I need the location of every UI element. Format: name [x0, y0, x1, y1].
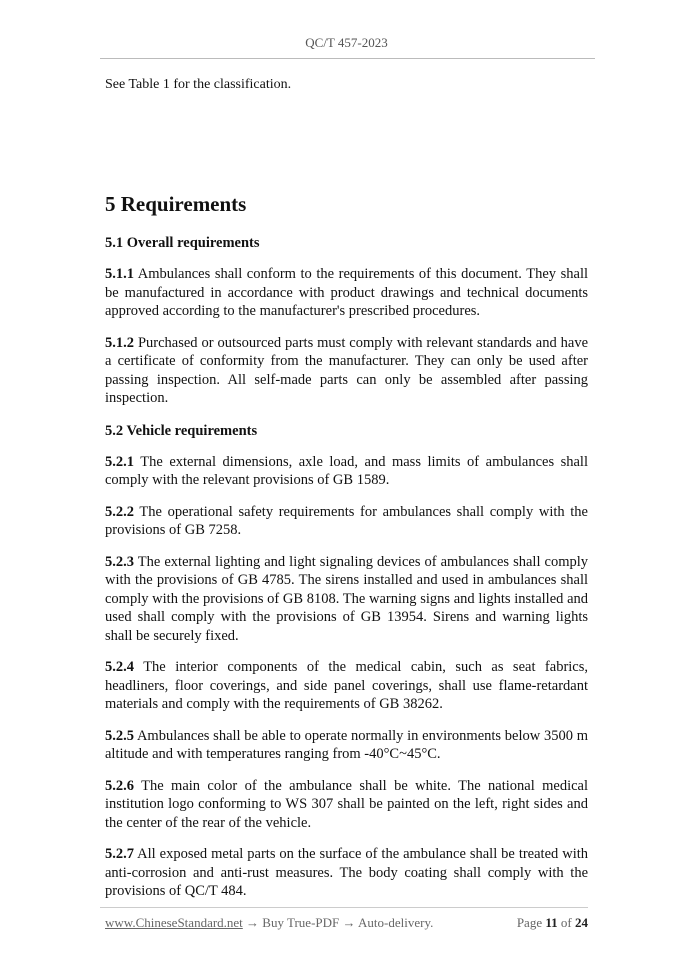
clause-text: The operational safety requirements for ambulances shall comply with the provisions of GB 7258.	[105, 503, 588, 538]
intro-text: See Table 1 for the classification.	[105, 77, 292, 92]
clause-text: The external lighting and light signaling devices of ambulances shall comply with the provisions of GB 4785. The sirens installed and used in ambulances shall comply with the provisions of GB 8108. The warning signs and lights installed and used shall comply with the provisions of GB 13954. Sirens and warning lights shall be securely fixed.	[105, 553, 588, 644]
buy-link[interactable]: Buy True-PDF	[262, 915, 340, 930]
page-number	[517, 915, 588, 931]
footer-divider	[100, 907, 588, 908]
clause-paragraph	[105, 777, 588, 833]
site-link[interactable]: www.ChineseStandard.net	[105, 915, 243, 930]
clause-text: Purchased or outsourced parts must comply with relevant standards and have a certificate of conformity from the manufacturer. They can only be used after passing inspection. All self-made parts can only be assembled after passing inspection.	[105, 334, 588, 406]
footer-promo	[105, 915, 433, 931]
clause-paragraph	[105, 658, 588, 714]
header-divider	[100, 58, 595, 59]
page-header: QC/T 457-2023	[305, 35, 388, 50]
clause-number: 5.1.1	[105, 266, 134, 282]
clause-number: 5.2.3	[105, 553, 134, 570]
subsection-heading: 5.1 Overall requirements	[105, 235, 260, 251]
clause-text: The external dimensions, axle load, and mass limits of ambulances shall comply with the relevant provisions of GB 1589.	[105, 453, 588, 488]
section-title: 5 Requirements	[105, 192, 247, 216]
delivery-text: Auto-delivery.	[358, 915, 434, 930]
clause-number: 5.2.7	[105, 846, 134, 862]
clause-number: 5.2.2	[105, 503, 134, 520]
clause-text: The main color of the ambulance shall be white. The national medical institution logo conforming to WS 307 shall be painted on the left, right sides and the center of the rear of the vehicle.	[105, 777, 588, 831]
clause-text: Ambulances shall conform to the requirements of this document. They shall be manufactured in accordance with product drawings and technical documents approved according to the manufacturer's prescribed procedures.	[105, 266, 588, 319]
arrow-right-icon: →	[342, 915, 356, 930]
clause-paragraph	[105, 553, 588, 646]
page-body	[105, 76, 588, 901]
clause-paragraph	[105, 265, 588, 321]
page-total: 24	[575, 915, 588, 930]
clause-paragraph	[105, 453, 588, 490]
of-label: of	[560, 915, 572, 930]
page-label: Page	[516, 915, 543, 930]
clause-paragraph	[105, 845, 588, 901]
clause-text: Ambulances shall be able to operate normally in environments below 3500 m altitude and with temperatures ranging from -40°C~45°C.	[105, 727, 589, 762]
clause-number: 5.1.2	[105, 334, 134, 351]
clause-number: 5.2.4	[105, 659, 134, 675]
page-current: 11	[545, 915, 558, 930]
subsection-heading: 5.2 Vehicle requirements	[105, 422, 258, 439]
clause-number: 5.2.1	[105, 453, 134, 470]
clause-paragraph	[105, 503, 588, 540]
clause-text: The interior components of the medical cabin, such as seat fabrics, headliners, floor coverings, and side panel coverings, shall use flame-retardant materials and comply with the requirements of GB 38262.	[105, 659, 588, 712]
clause-number: 5.2.5	[105, 727, 134, 744]
arrow-right-icon: →	[246, 915, 260, 930]
clause-text: All exposed metal parts on the surface of the ambulance shall be treated with anti-corrosion and anti-rust measures. The body coating shall comply with the provisions of QC/T 484.	[105, 846, 589, 899]
clause-paragraph	[105, 727, 588, 764]
clause-paragraph	[105, 334, 588, 408]
clause-number: 5.2.6	[105, 777, 134, 794]
